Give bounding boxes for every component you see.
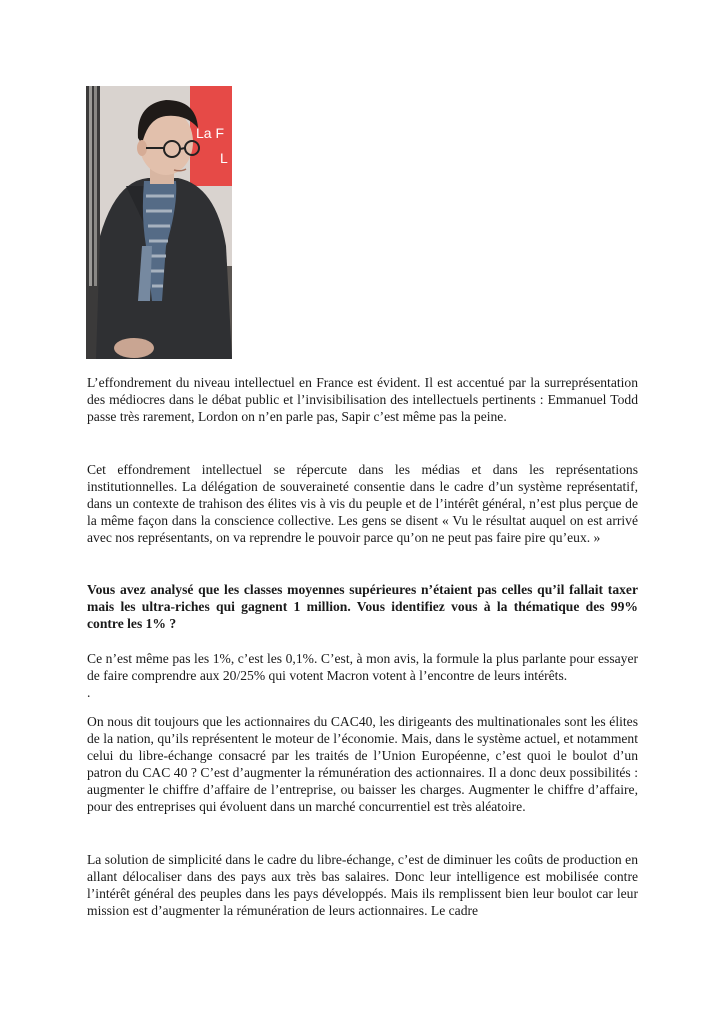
sign-text: L bbox=[220, 150, 228, 166]
paragraph: La solution de simplicité dans le cadre du libre-échange, c’est de diminuer les coûts de production en allant délocaliser dans des pays aux très bas salaires. Donc leur intelligence est mobilisée contre l’intérêt général des peuples dans les pays développés. Mais ils remplissent bien leur boulot car leur mission est d’augmenter la rémunération de leurs actionnaires. Le cadre bbox=[87, 852, 638, 918]
paragraph: On nous dit toujours que les actionnaires du CAC40, les dirigeants des multinationales sont les élites de la nation, qu’ils représentent le moteur de l’économie. Mais, dans le système actuel, et notamment celui du libre-échange consacré par les traités de l’Union Européenne, c’est quoi le boulot d’un patron du CAC 40 ? C’est d’augmenter la rémunération des actionnaires. Il a donc deux possibilités : augmenter le chiffre d’affaire de l’entreprise, ou baisser les charges. Augmenter le chiffre d’affaire, pour des entreprises qui évoluent dans un marché concurrentiel est très aléatoire. bbox=[87, 714, 638, 814]
interview-question: Vous avez analysé que les classes moyennes supérieures n’étaient pas celles qu’il fallait taxer mais les ultra-riches qui gagnent 1 million. Vous identifiez vous à la thématique des 99% contre les 1% ? bbox=[87, 582, 638, 631]
paragraph: Ce n’est même pas les 1%, c’est les 0,1%. C’est, à mon avis, la formule la plus parlante pour essayer de faire comprendre aux 20/25% qui votent Macron votent à l’encontre de leurs intérêts. bbox=[87, 651, 638, 683]
portrait-photo bbox=[86, 86, 232, 359]
sign-text: La F bbox=[196, 125, 225, 141]
paragraph: Cet effondrement intellectuel se répercute dans les médias et dans les représentations institutionnelles. La délégation de souveraineté consentie dans le cadre d’un système représentatif, dans un contexte de trahison des élites vis à vis du peuple et de l’intérêt général, n’est plus perçue de la même façon dans la conscience collective. Les gens se disent « Vu le résultat auquel on est arrivé avec nos représentants, on va reprendre le pouvoir parce qu’on ne peut pas faire pire qu’eux. » bbox=[87, 462, 638, 545]
stray-period: . bbox=[87, 685, 91, 700]
paragraph: L’effondrement du niveau intellectuel en France est évident. Il est accentué par la surreprésentation des médiocres dans le débat public et l’invisibilisation des intellectuels pertinents : Emmanuel Todd passe très rarement, Lordon on n’en parle pas, Sapir c’est même pas la peine. bbox=[87, 375, 638, 424]
